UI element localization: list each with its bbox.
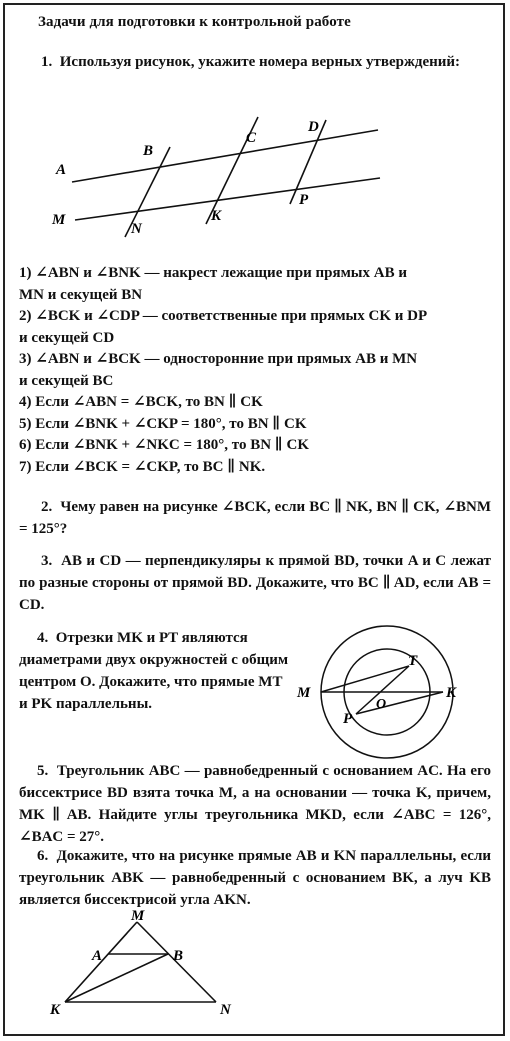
task1-option: 6) Если ∠BNK + ∠NKC = 180°, то BN ∥ CK bbox=[19, 437, 309, 453]
task1-option: 2) ∠BCK и ∠CDP — соответственные при прямых CK и DP bbox=[19, 308, 428, 324]
task4-text: Отрезки MK и PT являются диаметрами двух окружностей с общим центром O. Докажите, что прямые MT и PK параллельны. bbox=[19, 630, 289, 712]
task1-statement bbox=[19, 52, 489, 73]
label-k: K bbox=[446, 685, 457, 701]
label-c: C bbox=[246, 130, 257, 146]
label-n: N bbox=[220, 1002, 231, 1018]
label-o: O bbox=[376, 697, 387, 712]
task6-figure bbox=[40, 908, 250, 1018]
task6-statement bbox=[19, 845, 491, 911]
label-b: B bbox=[173, 948, 184, 964]
label-a: A bbox=[92, 948, 103, 964]
label-k: K bbox=[50, 1002, 61, 1018]
segment-kb bbox=[65, 954, 168, 1002]
task1-option: и секущей BC bbox=[19, 372, 114, 389]
label-n: N bbox=[131, 221, 142, 237]
task3-number: 3. bbox=[41, 553, 53, 569]
task1-option: 5) Если ∠BNK + ∠CKP = 180°, то BN ∥ CK bbox=[19, 415, 307, 432]
task2-text: Чему равен на рисунке ∠BCK, если BC ∥ NK, BN ∥ CK, ∠BNM = 125°? bbox=[19, 499, 492, 537]
task3-statement bbox=[19, 550, 491, 616]
task1-option: 4) Если ∠ABN = ∠BCK, то BN ∥ CK bbox=[19, 394, 263, 410]
task1-option: 7) Если ∠BCK = ∠CKP, то BC ∥ NK. bbox=[19, 458, 266, 475]
task5-number: 5. bbox=[37, 763, 49, 779]
task1-text: Используя рисунок, укажите номера верных утверждений: bbox=[59, 54, 461, 70]
task6-number: 6. bbox=[37, 848, 49, 864]
label-a: A bbox=[56, 162, 67, 178]
task1-option: 1) ∠ABN и ∠BNK — накрест лежащие при прямых AB и bbox=[19, 265, 407, 281]
label-m: M bbox=[52, 212, 66, 228]
task2-number: 2. bbox=[41, 499, 53, 515]
task1-options bbox=[19, 263, 495, 478]
task1-option: MN и секущей BN bbox=[19, 286, 143, 303]
label-m: M bbox=[131, 908, 145, 924]
page-title: Задачи для подготовки к контрольной работе bbox=[38, 14, 351, 30]
task2-statement bbox=[19, 496, 491, 540]
task3-text: AB и CD — перпендикуляры к прямой BD, точки A и C лежат по разные стороны от прямой BD. Докажите, что BC ∥ AD, если AB = CD. bbox=[19, 553, 492, 613]
task1-number: 1. bbox=[41, 54, 53, 70]
label-p: P bbox=[343, 711, 353, 727]
task1-option: и секущей CD bbox=[19, 329, 115, 346]
line-ab bbox=[72, 130, 378, 182]
task6-text: Докажите, что на рисунке прямые AB и KN параллельны, если треугольник ABK — равнобедренный с основанием BK, а луч KB является биссектрисой угла AKN. bbox=[19, 848, 492, 908]
segment-mt bbox=[321, 666, 409, 692]
label-p: P bbox=[299, 192, 309, 208]
task4-figure bbox=[292, 622, 492, 762]
line-mn bbox=[75, 178, 380, 220]
label-d: D bbox=[308, 119, 319, 135]
task1-figure bbox=[40, 112, 400, 247]
task5-statement bbox=[19, 760, 491, 848]
label-k: K bbox=[211, 208, 222, 224]
task5-text: Треугольник ABC — равнобедренный с основанием AC. На его биссектрисе BD взята точка M, а на основании — точка K, причем, MK ∥ AB. Найдите углы треугольника MKD, если ∠ABC = 126°, ∠BAC = 27°. bbox=[19, 763, 492, 845]
label-b: B bbox=[143, 143, 154, 159]
task4-statement bbox=[19, 627, 289, 715]
label-t: T bbox=[408, 653, 418, 669]
task4-number: 4. bbox=[37, 630, 49, 646]
task1-option: 3) ∠ABN и ∠BCK — односторонние при прямых AB и MN bbox=[19, 351, 418, 367]
label-m: M bbox=[297, 685, 311, 701]
